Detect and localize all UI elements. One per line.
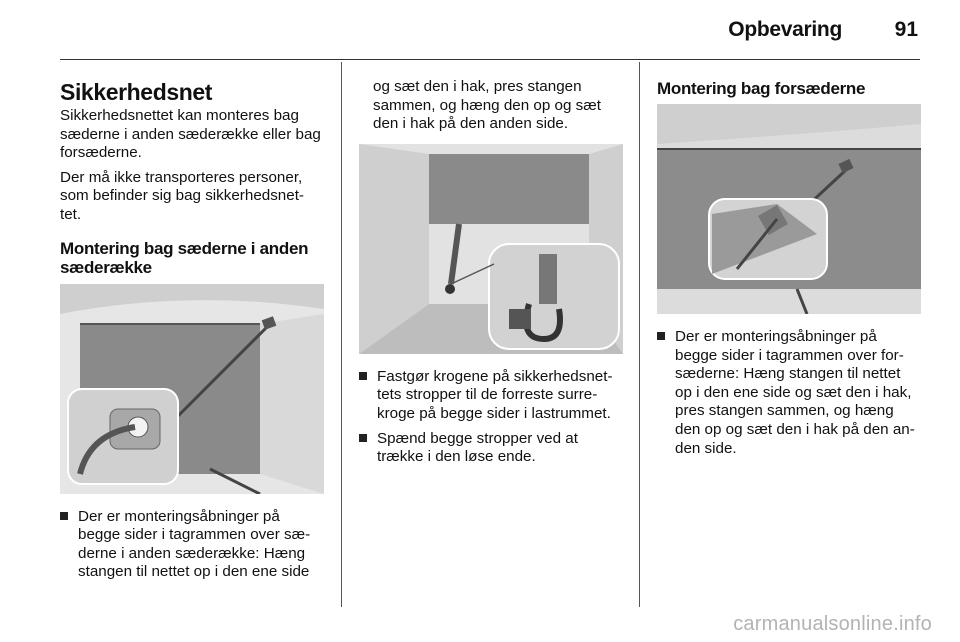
list-item: Der er monteringsåbninger på begge sider i tagrammen over for-sæderne: Hæng stangen til nettet op i den ene side og sæt den i hak, pres stangen sammen, og hæng den op og sæt den i hak på den an-den side. [657, 328, 921, 458]
column-divider-2 [639, 62, 640, 607]
watermark: carmanualsonline.info [733, 613, 932, 635]
list-item: Fastgør krogene på sikkerhedsnet-tets stropper til de forreste surre-kroge på begge sider i lastrummet. [359, 368, 623, 424]
column-2 [359, 62, 623, 473]
subheading-second-row: Montering bag sæderne i anden sæderække [60, 238, 309, 277]
page-number: 91 [894, 18, 918, 41]
list-item: Der er monteringsåbninger på begge sider i tagrammen over sæ-derne i anden sæderække: Hæng stangen til nettet op i den ene side [60, 508, 324, 582]
subheading-front-seats: Montering bag forsæderne [657, 79, 866, 98]
column-divider-1 [341, 62, 342, 607]
list-item: Spænd begge stropper ved at trække i den løse ende. [359, 430, 623, 467]
header-rule [60, 59, 920, 60]
bullet-list-second-row [60, 508, 324, 582]
bullet-list-front-seats [657, 328, 921, 458]
figure-cargo-straps [359, 144, 623, 354]
intro-paragraph: Sikkerhedsnettet kan monteres bag sæderne i anden sæderække eller bag forsæderne. [60, 107, 321, 162]
bullet-square-icon [657, 332, 665, 340]
page-header-title: Opbevaring [728, 18, 842, 41]
warning-paragraph: Der må ikke transporteres personer, som befinder sig bag sikkerhedsnet-tet. [60, 168, 304, 223]
figure-front-seats-mounting [657, 104, 921, 314]
continued-paragraph: og sæt den i hak, pres stangen sammen, og hæng den op og sæt den i hak på den anden side. [373, 78, 601, 133]
bullet-square-icon [359, 434, 367, 442]
figure-second-row-mounting [60, 284, 324, 494]
column-3 [657, 62, 921, 464]
bullet-list-straps [359, 368, 623, 467]
bullet-square-icon [359, 372, 367, 380]
section-heading: Sikkerhedsnet [60, 79, 213, 105]
bullet-square-icon [60, 512, 68, 520]
column-1 [60, 62, 324, 588]
